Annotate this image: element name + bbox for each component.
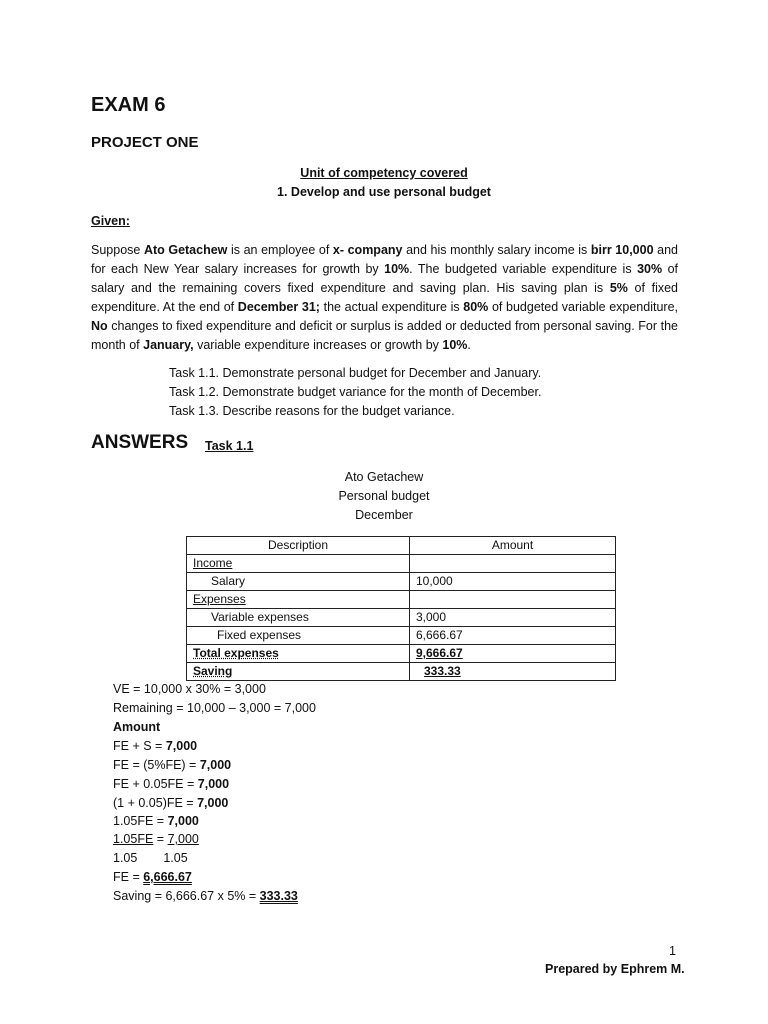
table-row [187, 663, 616, 681]
table-row [187, 645, 616, 663]
header-description: Description [187, 537, 410, 555]
budget-subtitle: Personal budget [338, 489, 430, 503]
calc-line: FE + S = 7,000 [113, 739, 198, 753]
table-row [187, 555, 616, 573]
calc-line: FE = 6,666.67 [113, 870, 192, 884]
person-name: Ato Getachew [143, 243, 228, 257]
header-amount: Amount [410, 537, 616, 555]
project-title: PROJECT ONE [91, 134, 199, 151]
table-row [187, 609, 616, 627]
competency-heading: Unit of competency covered [300, 166, 468, 180]
calc-line: Remaining = 10,000 – 3,000 = 7,000 [113, 701, 316, 715]
variable-expenses-value: 3,000 [410, 609, 616, 627]
table-header-row [187, 537, 616, 555]
calc-line: VE = 10,000 x 30% = 3,000 [113, 682, 266, 696]
saving-value: 333.33 [424, 664, 461, 678]
prepared-by: Prepared by Ephrem M. [545, 962, 685, 976]
calc-line: FE = (5%FE) = 7,000 [113, 758, 232, 772]
income-label: Income [193, 556, 233, 570]
calc-line: 1.05FE = 7,000 [113, 814, 199, 828]
competency-item: 1. Develop and use personal budget [277, 185, 491, 199]
fixed-expenses-value: 6,666.67 [410, 627, 616, 645]
budget-owner: Ato Getachew [344, 470, 424, 484]
salary-value: 10,000 [410, 573, 616, 591]
total-expenses-value: 9,666.67 [416, 646, 463, 660]
fixed-expenses-label: Fixed expenses [187, 627, 410, 645]
calc-line: (1 + 0.05)FE = 7,000 [113, 796, 229, 810]
task-item: Task 1.3. Describe reasons for the budget variance. [169, 404, 455, 418]
calc-line: Amount [113, 720, 161, 734]
salary-amount: birr 10,000 [590, 243, 654, 257]
page-number: 1 [669, 944, 676, 958]
saving-label: Saving [193, 664, 233, 678]
calc-line: 1.05FE = 7,000 [113, 832, 199, 846]
expenses-label: Expenses [193, 592, 246, 606]
variable-expenses-label: Variable expenses [187, 609, 410, 627]
salary-label: Salary [187, 573, 410, 591]
calc-line: FE + 0.05FE = 7,000 [113, 777, 230, 791]
answers-heading: ANSWERS [91, 432, 189, 453]
company-name: x- company [332, 243, 403, 257]
task-label: Task 1.1 [205, 439, 254, 453]
table-row [187, 573, 616, 591]
budget-table [186, 536, 616, 681]
calc-line: 1.05 1.05 [113, 851, 188, 865]
total-expenses-label: Total expenses [193, 646, 279, 660]
given-label: Given: [91, 214, 130, 228]
task-item: Task 1.2. Demonstrate budget variance for the month of December. [169, 385, 542, 399]
budget-month: December [355, 508, 413, 522]
given-paragraph: Suppose Ato Getachew is an employee of x- company and his monthly salary income is birr 10,000 and for each New Year salary increases for growth by 10%. The budgeted variable expenditure is 30% of salary and the remaining covers fixed expenditure and saving plan. His saving plan is 5% of fixed expenditure. At the end of December 31; the actual expenditure is 80% of budgeted variable expenditure, No changes to fixed expenditure and deficit or surplus is added or deducted from personal saving. For the month of January, variable expenditure increases or growth by 10%. [91, 243, 679, 352]
table-row [187, 591, 616, 609]
table-row [187, 627, 616, 645]
exam-title: EXAM 6 [91, 94, 166, 116]
task-item: Task 1.1. Demonstrate personal budget for December and January. [169, 366, 542, 380]
calc-line: Saving = 6,666.67 x 5% = 333.33 [113, 889, 298, 903]
